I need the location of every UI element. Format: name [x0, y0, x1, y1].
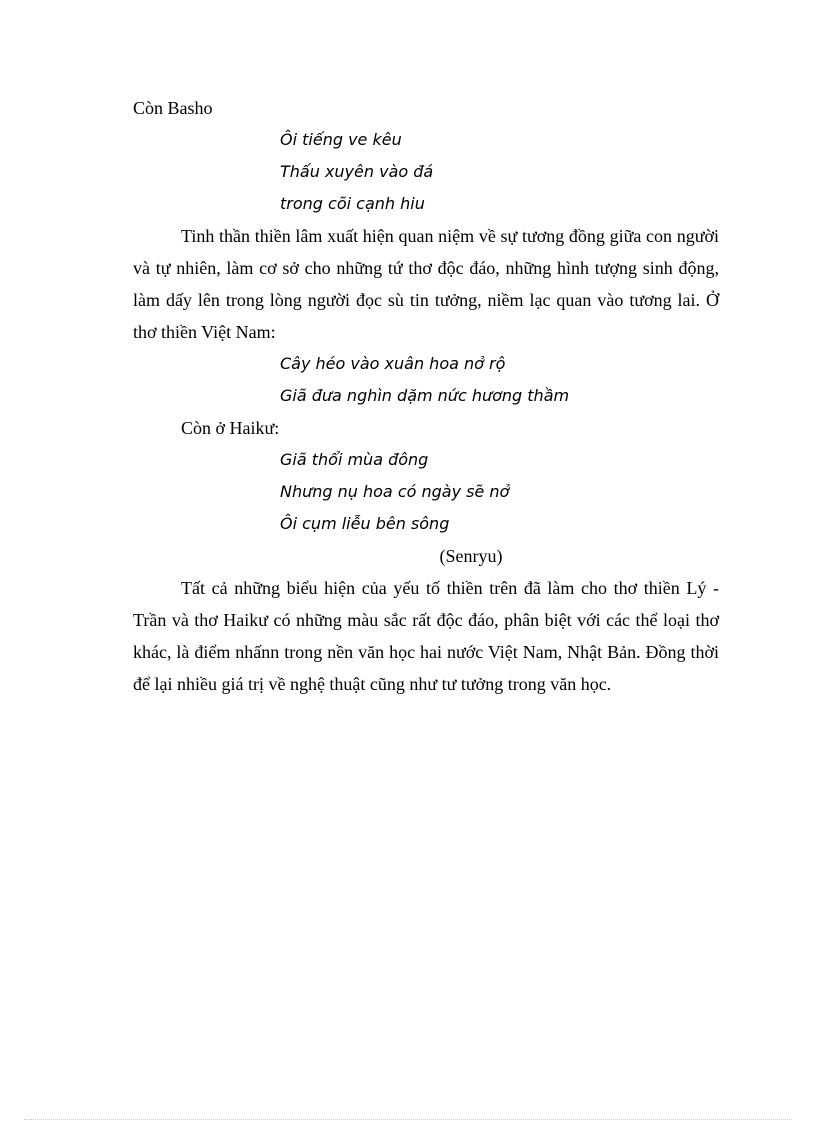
- poem-basho-line-2: Thấu xuyên vào đá: [280, 162, 434, 181]
- poem-vietnam-line-2: Giã đưa nghìn dặm nức hương thầm: [280, 386, 570, 405]
- paragraph-1: Tinh thần thiền lâm xuất hiện quan niệm về sự tương đồng giữa con người và tự nhiên, làm cơ sở cho những tứ thơ độc đáo, những hình tượng sinh động, làm dấy lên trong lòng người đọc sù tin tưởng, niềm lạc quan vào tương lai. Ở thơ thiền Việt Nam:: [133, 226, 719, 342]
- poem-haiku-line-3: Ôi cụm liễu bên sông: [280, 514, 450, 533]
- intro-label: Còn Basho: [133, 98, 213, 118]
- page-bottom-divider: [24, 1119, 792, 1120]
- attribution: (Senryu): [439, 546, 503, 566]
- paragraph-2: Tất cả những biểu hiện của yếu tố thiền trên đã làm cho thơ thiền Lý - Trần và thơ Haikư có những màu sắc rất độc đáo, phân biệt với các thể loại thơ khác, là điểm nhấnn trong nền văn học hai nước Việt Nam, Nhật Bản. Đồng thời để lại nhiều giá trị về nghệ thuật cũng như tư tưởng trong văn học.: [133, 578, 719, 694]
- poem-haiku-line-2: Nhưng nụ hoa có ngày sẽ nở: [280, 482, 510, 501]
- document-body: [133, 92, 719, 700]
- poem-vietnam-line-1: Cây héo vào xuân hoa nở rộ: [280, 354, 506, 373]
- poem-haiku-line-1: Giã thổi mùa đông: [280, 450, 429, 469]
- haiku-label: Còn ở Haikư:: [181, 418, 280, 438]
- poem-basho-line-3: trong cõi cạnh hiu: [280, 194, 425, 213]
- poem-basho-line-1: Ôi tiếng ve kêu: [280, 130, 402, 149]
